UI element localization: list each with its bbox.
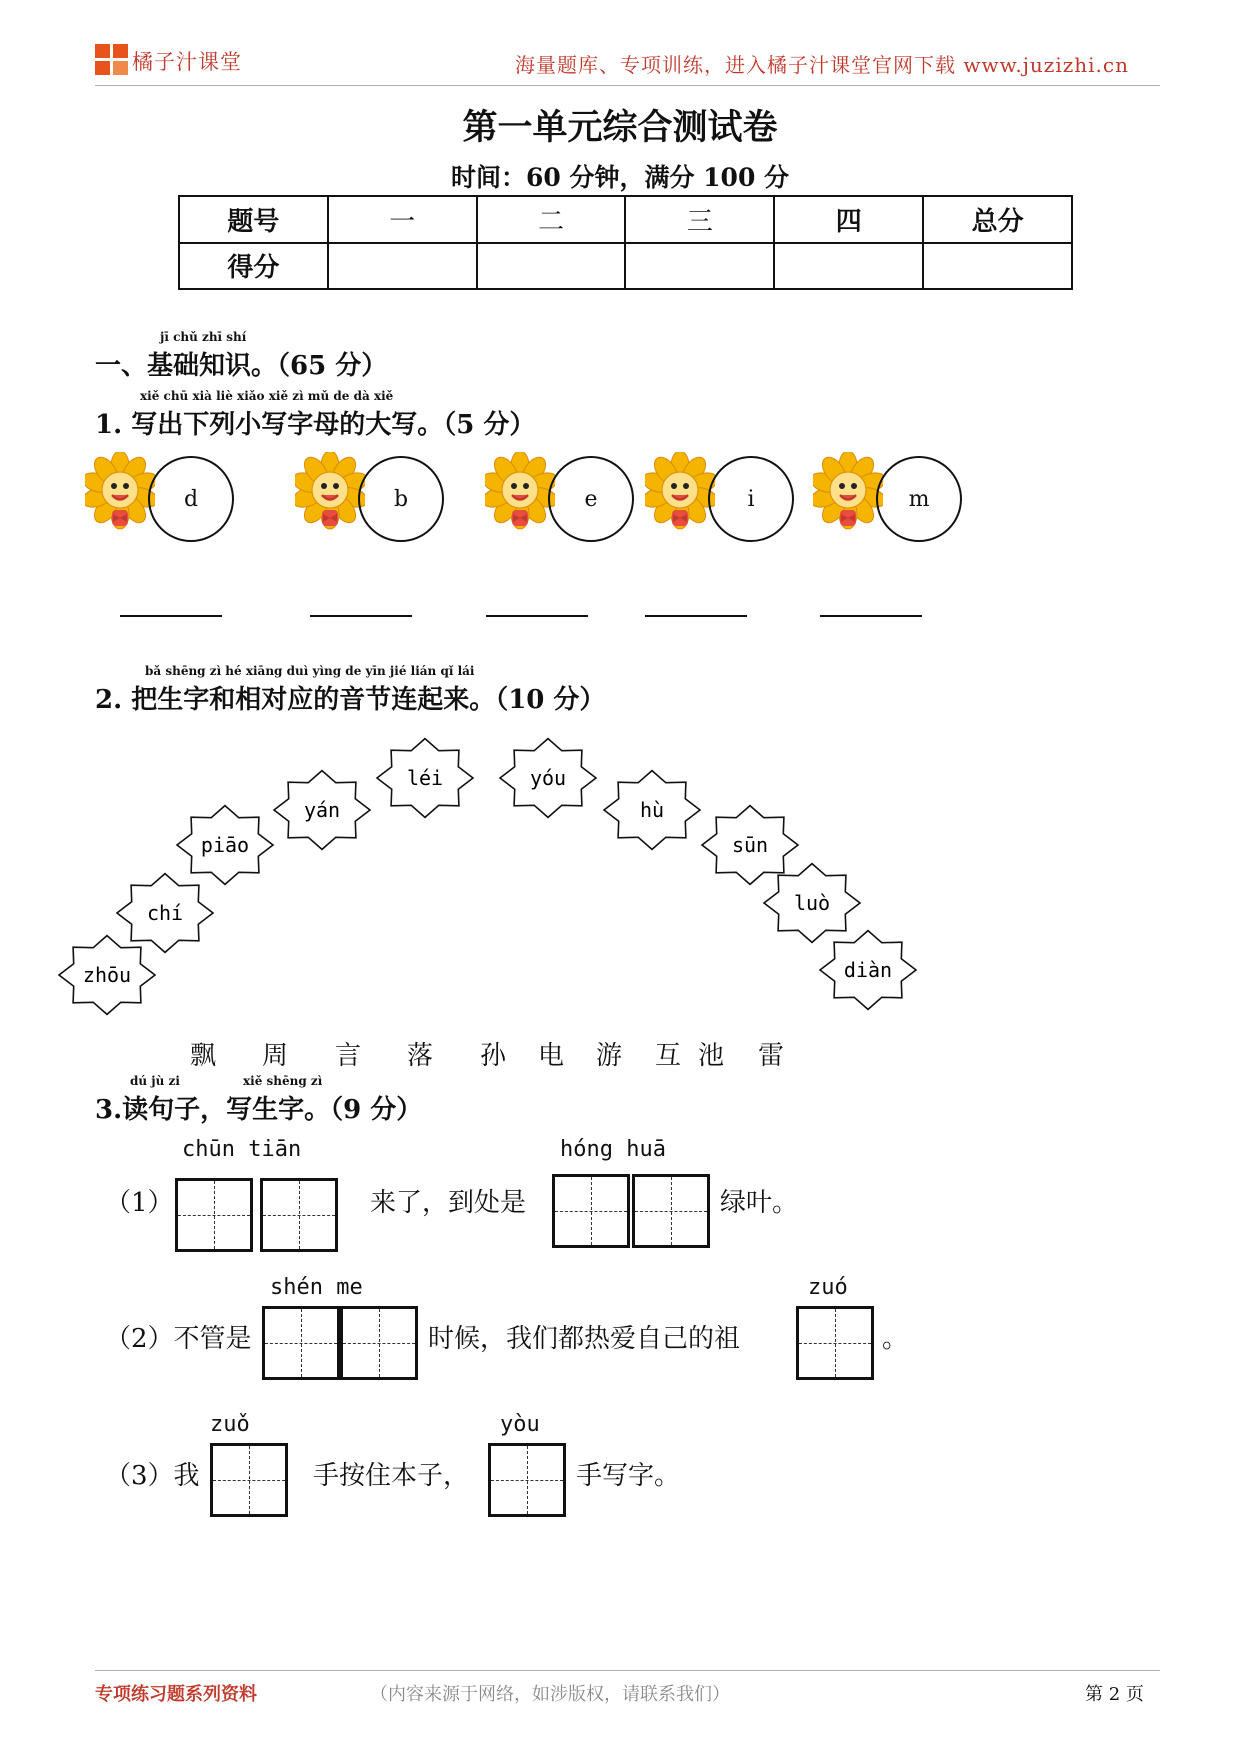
syllable-label: luò xyxy=(793,891,831,915)
answer-blank[interactable] xyxy=(820,615,922,617)
syllable-star[interactable] xyxy=(602,769,702,851)
page-subtitle: 时间：60 分钟，满分 100 分 xyxy=(450,163,790,192)
syllable-label: hù xyxy=(639,798,665,822)
char-item[interactable]: 周 xyxy=(262,1041,289,1071)
s2-end-text: 。 xyxy=(882,1324,909,1354)
syllable-star[interactable] xyxy=(375,737,475,819)
s3-end-text: 手写字。 xyxy=(576,1461,681,1491)
syllable-star[interactable] xyxy=(272,769,372,851)
score-header-cell: 三 xyxy=(625,196,774,243)
writing-grid-box[interactable] xyxy=(175,1178,253,1252)
s3-middle-text: 手按住本子， xyxy=(313,1461,470,1491)
writing-grid-box[interactable] xyxy=(210,1443,288,1517)
q1-heading: 1. 写出下列小写字母的大写。（5 分） xyxy=(95,410,536,440)
writing-grid-box[interactable] xyxy=(262,1306,340,1380)
q3-pinyin-a: dú jù zi xyxy=(130,1074,180,1088)
score-input-cell[interactable] xyxy=(625,243,774,290)
score-input-cell[interactable] xyxy=(328,243,477,290)
char-item[interactable]: 互 xyxy=(655,1041,682,1071)
brand-logo-icon xyxy=(95,44,129,76)
syllable-label: yóu xyxy=(529,766,567,790)
s3-pinyin-1: zuǒ xyxy=(210,1412,250,1437)
syllable-label: yán xyxy=(303,798,341,822)
sunflower-mascot-icon xyxy=(485,452,555,542)
header-slogan[interactable]: 海量题库、专项训练，进入橘子汁课堂官网下载 www.juzizhi.cn xyxy=(515,53,1129,77)
char-item[interactable]: 雷 xyxy=(758,1041,785,1071)
letter-bubble: i xyxy=(708,456,794,542)
syllable-star[interactable] xyxy=(818,929,918,1011)
score-table xyxy=(178,195,1073,290)
answer-blank[interactable] xyxy=(310,615,412,617)
syllable-label: léi xyxy=(406,766,444,790)
score-table-header-row xyxy=(179,196,1072,243)
letter-bubble: b xyxy=(358,456,444,542)
score-header-cell: 四 xyxy=(774,196,923,243)
syllable-label: piāo xyxy=(200,833,250,857)
sunflower-mascot-icon xyxy=(645,452,715,542)
page-title: 第一单元综合测试卷 xyxy=(462,107,778,148)
s1-pinyin-2: hóng huā xyxy=(560,1137,666,1162)
s2-middle-text: 时候，我们都热爱自己的祖 xyxy=(428,1324,741,1354)
writing-grid-box[interactable] xyxy=(552,1174,630,1248)
page-number: 第 2 页 xyxy=(1085,1684,1144,1705)
char-item[interactable]: 孙 xyxy=(480,1041,507,1071)
s2-pinyin-1: shén me xyxy=(270,1275,363,1300)
section1-pinyin: jī chǔ zhī shí xyxy=(160,330,247,344)
sunflower-mascot-icon xyxy=(295,452,365,542)
footer-series: 专项练习题系列资料 xyxy=(95,1684,257,1705)
s2-number: （2）不管是 xyxy=(105,1324,252,1354)
syllable-label: zhōu xyxy=(82,963,132,987)
s2-pinyin-2: zuó xyxy=(808,1275,848,1300)
syllable-label: sūn xyxy=(731,833,769,857)
score-header-cell: 二 xyxy=(477,196,626,243)
s3-number: （3）我 xyxy=(105,1461,200,1491)
char-item[interactable]: 落 xyxy=(407,1041,434,1071)
q2-pinyin: bǎ shēng zì hé xiāng duì yìng de yīn jié lián qǐ lái xyxy=(145,664,475,678)
char-item[interactable]: 电 xyxy=(538,1041,565,1071)
q3-heading: 3.读句子，写生字。（9 分） xyxy=(95,1095,423,1125)
score-input-cell[interactable] xyxy=(774,243,923,290)
score-input-cell[interactable] xyxy=(923,243,1072,290)
writing-grid-box[interactable] xyxy=(632,1174,710,1248)
answer-blank[interactable] xyxy=(120,615,222,617)
score-table-score-row xyxy=(179,243,1072,290)
syllable-label: chí xyxy=(146,901,184,925)
answer-blank[interactable] xyxy=(486,615,588,617)
answer-blank[interactable] xyxy=(645,615,747,617)
score-row-label: 得分 xyxy=(179,243,328,290)
s1-pinyin-1: chūn tiān xyxy=(182,1137,302,1162)
score-input-cell[interactable] xyxy=(477,243,626,290)
letter-bubble: e xyxy=(548,456,634,542)
q2-heading: 2. 把生字和相对应的音节连起来。（10 分） xyxy=(95,685,606,715)
writing-grid-box[interactable] xyxy=(796,1306,874,1380)
syllable-star[interactable] xyxy=(175,804,275,886)
char-item[interactable]: 游 xyxy=(596,1041,623,1071)
q1-pinyin: xiě chū xià liè xiǎo xiě zì mǔ de dà xiě xyxy=(140,389,394,403)
char-item[interactable]: 池 xyxy=(698,1041,725,1071)
s1-number: （1） xyxy=(105,1188,174,1218)
writing-grid-box[interactable] xyxy=(260,1178,338,1252)
writing-grid-box[interactable] xyxy=(488,1443,566,1517)
s3-pinyin-2: yòu xyxy=(500,1412,540,1437)
writing-grid-box[interactable] xyxy=(340,1306,418,1380)
score-header-cell: 题号 xyxy=(179,196,328,243)
sunflower-mascot-icon xyxy=(813,452,883,542)
score-header-cell: 总分 xyxy=(923,196,1072,243)
score-header-cell: 一 xyxy=(328,196,477,243)
s1-middle-text: 来了，到处是 xyxy=(370,1188,527,1218)
section1-heading: 一、基础知识。（65 分） xyxy=(95,351,388,381)
char-item[interactable]: 言 xyxy=(335,1041,362,1071)
footer-divider xyxy=(95,1670,1160,1671)
q3-pinyin-b: xiě shēng zì xyxy=(243,1074,323,1088)
footer-copyright: （内容来源于网络，如涉版权，请联系我们） xyxy=(370,1684,730,1705)
syllable-label: diàn xyxy=(843,958,893,982)
letter-bubble: m xyxy=(876,456,962,542)
syllable-star[interactable] xyxy=(498,737,598,819)
brand-name: 橘子汁课堂 xyxy=(132,50,242,74)
header-divider xyxy=(95,85,1160,86)
s1-end-text: 绿叶。 xyxy=(720,1188,799,1218)
letter-bubble: d xyxy=(148,456,234,542)
sunflower-mascot-icon xyxy=(85,452,155,542)
char-item[interactable]: 飘 xyxy=(190,1041,217,1071)
